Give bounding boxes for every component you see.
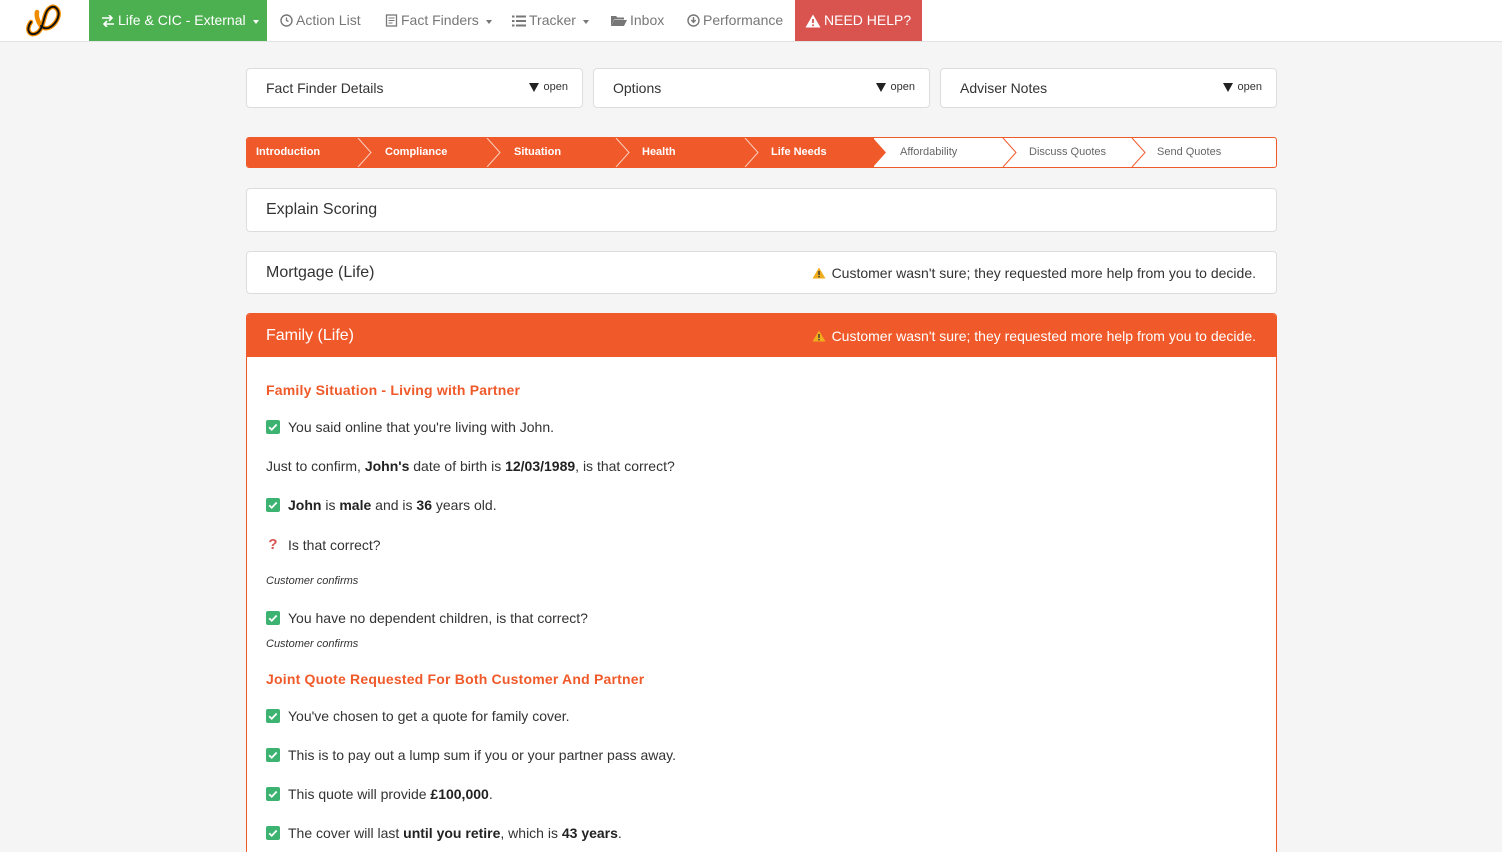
mortgage-warning <box>812 265 1256 281</box>
age-gender: male <box>339 497 372 513</box>
provide-amount: £100,000 <box>430 786 489 802</box>
age-gender-row <box>266 497 497 513</box>
step-divider-icon <box>357 138 373 167</box>
explain-scoring-panel[interactable] <box>246 188 1277 232</box>
adviser-notes-toggle[interactable] <box>1223 81 1262 93</box>
nav-inbox-label: Inbox <box>630 12 665 28</box>
document-icon <box>384 14 398 28</box>
cover-until: until you retire <box>403 825 501 841</box>
provide-post: . <box>488 786 493 802</box>
dob-post: , is that correct? <box>575 458 675 474</box>
step-divider-icon <box>486 138 502 167</box>
nav-tracker[interactable] <box>512 0 589 41</box>
cover-post: . <box>617 825 622 841</box>
step-affordability[interactable]: Affordability <box>900 146 958 158</box>
checkbox-checked-icon <box>266 787 280 801</box>
step-situation[interactable]: Situation <box>514 146 562 158</box>
triangle-down-icon <box>529 83 539 92</box>
dob-mid: date of birth is <box>413 458 502 474</box>
checkbox-checked-icon <box>266 420 280 434</box>
section-title-joint-quote: Joint Quote Requested For Both Customer And Partner <box>266 671 645 687</box>
provide-pre: This quote will provide <box>288 786 427 802</box>
warning-icon <box>805 14 821 28</box>
triangle-down-icon <box>876 83 886 92</box>
cover-pre: The cover will last <box>288 825 400 841</box>
checkbox-checked-icon <box>266 498 280 512</box>
folder-open-icon <box>610 14 627 28</box>
age-name: John <box>288 497 322 513</box>
clock-icon <box>279 14 293 28</box>
lump-sum-text: This is to pay out a lump sum if you or your partner pass away. <box>288 747 677 763</box>
chevron-down-icon <box>486 20 492 24</box>
step-divider-icon <box>1131 138 1147 167</box>
family-life-title: Family (Life) <box>266 327 355 344</box>
lump-sum-row <box>266 747 676 763</box>
triangle-down-icon <box>1223 83 1233 92</box>
cover-term-row <box>266 825 622 841</box>
options-panel[interactable] <box>593 68 930 108</box>
fact-finder-details-toggle[interactable] <box>529 81 568 93</box>
family-life-header[interactable] <box>247 314 1276 357</box>
nav-action-list[interactable] <box>279 0 361 41</box>
family-cover-text: You've chosen to get a quote for family cover. <box>288 708 570 724</box>
fact-finder-details-toggle-label: open <box>543 81 568 93</box>
nav-fact-finders[interactable] <box>384 0 492 41</box>
cover-mid: , which is <box>500 825 558 841</box>
mortgage-life-title: Mortgage (Life) <box>266 264 375 281</box>
dependent-children-row <box>266 610 588 626</box>
family-warning-text: Customer wasn't sure; they requested more help from you to decide. <box>831 328 1256 344</box>
step-send-quotes[interactable]: Send Quotes <box>1157 146 1222 158</box>
adviser-notes-toggle-label: open <box>1237 81 1262 93</box>
age-mid: and is <box>375 497 413 513</box>
step-compliance[interactable]: Compliance <box>385 146 448 158</box>
question-mark-icon: ? <box>268 536 278 553</box>
checkbox-checked-icon <box>266 826 280 840</box>
options-title: Options <box>613 80 662 96</box>
fact-finder-details-title: Fact Finder Details <box>266 80 384 96</box>
customer-confirms-note: Customer confirms <box>266 638 359 650</box>
nav-performance-label: Performance <box>703 12 784 28</box>
age-post: years old. <box>435 497 497 513</box>
living-with-text: You said online that you're living with John. <box>288 419 554 435</box>
living-with-row <box>266 419 554 435</box>
warning-icon <box>812 330 826 342</box>
is-correct-row <box>266 536 381 553</box>
brand-logo[interactable] <box>22 2 62 38</box>
step-divider-icon <box>1002 138 1018 167</box>
adviser-notes-panel[interactable] <box>940 68 1277 108</box>
top-navbar <box>0 0 1502 42</box>
step-divider-icon <box>744 138 760 167</box>
chevron-down-icon <box>253 20 259 24</box>
dob-date: 12/03/1989 <box>505 458 576 474</box>
download-circle-icon <box>686 14 700 28</box>
section-title-family-situation: Family Situation - Living with Partner <box>266 382 521 398</box>
dependent-children-text: You have no dependent children, is that correct? <box>288 610 588 626</box>
family-warning <box>812 328 1256 344</box>
family-cover-row <box>266 708 570 724</box>
checkbox-checked-icon <box>266 611 280 625</box>
age-is: is <box>325 497 336 513</box>
dob-name: John's <box>364 458 410 474</box>
adviser-notes-title: Adviser Notes <box>960 80 1048 96</box>
step-life-needs[interactable]: Life Needs <box>771 146 827 158</box>
options-toggle[interactable] <box>876 81 915 93</box>
mortgage-life-panel[interactable] <box>246 251 1277 294</box>
step-discuss-quotes[interactable]: Discuss Quotes <box>1029 146 1107 158</box>
nav-fact-finders-label: Fact Finders <box>401 12 479 28</box>
checkbox-checked-icon <box>266 709 280 723</box>
options-toggle-label: open <box>890 81 915 93</box>
explain-scoring-title: Explain Scoring <box>266 201 378 218</box>
is-correct-text: Is that correct? <box>288 536 381 553</box>
nav-action-list-label: Action List <box>296 12 361 28</box>
cover-years: 43 years <box>561 825 618 841</box>
progress-steps <box>246 137 1277 168</box>
nav-tracker-label: Tracker <box>529 12 576 28</box>
need-help-button[interactable] <box>795 0 922 41</box>
life-cic-menu[interactable] <box>89 0 267 41</box>
warning-icon <box>812 267 826 279</box>
list-icon <box>512 14 526 28</box>
checkbox-checked-icon <box>266 748 280 762</box>
dob-confirm-row <box>266 458 675 474</box>
customer-confirms-note: Customer confirms <box>266 575 359 587</box>
step-divider-icon <box>615 138 631 167</box>
step-health[interactable]: Health <box>642 146 676 158</box>
chevron-down-icon <box>583 20 589 24</box>
nav-inbox[interactable] <box>610 0 664 41</box>
fact-finder-details-panel[interactable] <box>246 68 583 108</box>
age-num: 36 <box>416 497 432 513</box>
step-arrow-icon <box>873 138 889 167</box>
mortgage-warning-text: Customer wasn't sure; they requested more help from you to decide. <box>831 265 1256 281</box>
cover-amount-row <box>266 786 493 802</box>
family-life-panel <box>246 313 1277 852</box>
life-cic-menu-label: Life & CIC - External <box>118 12 246 28</box>
dob-pre: Just to confirm, <box>266 458 361 474</box>
swap-icon <box>101 14 115 28</box>
need-help-label: NEED HELP? <box>824 12 912 28</box>
step-introduction[interactable]: Introduction <box>256 146 321 158</box>
nav-performance[interactable] <box>686 0 783 41</box>
